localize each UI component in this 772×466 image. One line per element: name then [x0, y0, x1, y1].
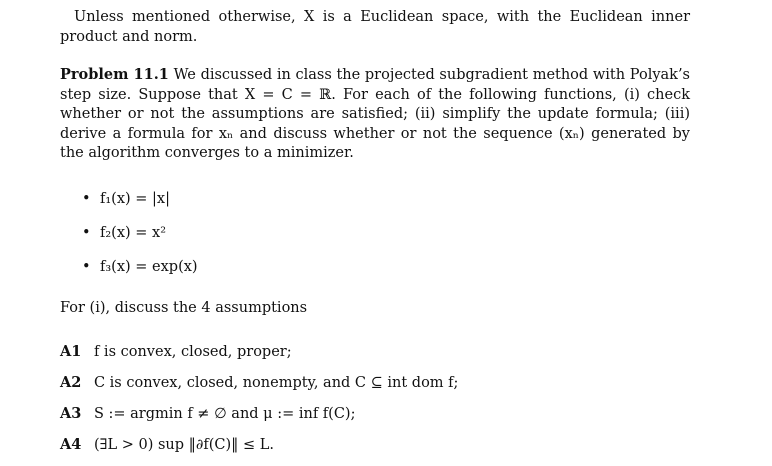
- function-item-2: [82, 224, 690, 243]
- assumption-label: A2: [60, 374, 82, 391]
- assumption-a1: [60, 342, 690, 362]
- bullet-icon: •: [82, 258, 91, 275]
- assumption-text: (∃L > 0) sup ‖∂f(C)‖ ≤ L.: [93, 437, 275, 453]
- assumption-text: S := argmin f ≠ ∅ and μ := inf f(C);: [93, 406, 356, 422]
- problem-text: We discussed in class the projected subgradient method with Polyak’s step size. Suppose that X = C = ℝ. For each of the following functions, (i) check whether or not the assumptions are satisfied; (ii) simplify the update formula; (iii) derive a formula for xₙ and discuss whether or not the sequence (xₙ) generated by the algorithm converges to a minimizer.: [60, 67, 690, 161]
- function-text: f₂(x) = x²: [100, 224, 167, 241]
- function-list: [60, 190, 690, 277]
- assumption-a2: [60, 373, 690, 393]
- assumption-a4: [60, 435, 690, 455]
- function-item-3: [82, 258, 690, 277]
- assumption-list: [60, 342, 690, 455]
- function-item-1: [82, 190, 690, 209]
- assumption-label: A3: [60, 405, 82, 422]
- intro-paragraph: Unless mentioned otherwise, X is a Euclidean space, with the Euclidean inner product and norm.: [60, 9, 690, 45]
- function-text: f₃(x) = exp(x): [100, 258, 198, 275]
- assumption-label: A1: [60, 343, 82, 360]
- assumption-text: C is convex, closed, nonempty, and C ⊆ int dom f;: [93, 375, 459, 391]
- bullet-icon: •: [82, 190, 91, 207]
- assumption-label: A4: [60, 436, 82, 453]
- problem-label: Problem 11.1: [60, 66, 169, 83]
- problem-paragraph: [60, 65, 690, 164]
- bullet-icon: •: [82, 224, 91, 241]
- assumption-text: f is convex, closed, proper;: [93, 344, 292, 360]
- function-text: f₁(x) = |x|: [100, 190, 170, 207]
- assumptions-intro: For (i), discuss the 4 assumptions: [60, 299, 308, 316]
- assumption-a3: [60, 404, 690, 424]
- document-page: [60, 8, 690, 466]
